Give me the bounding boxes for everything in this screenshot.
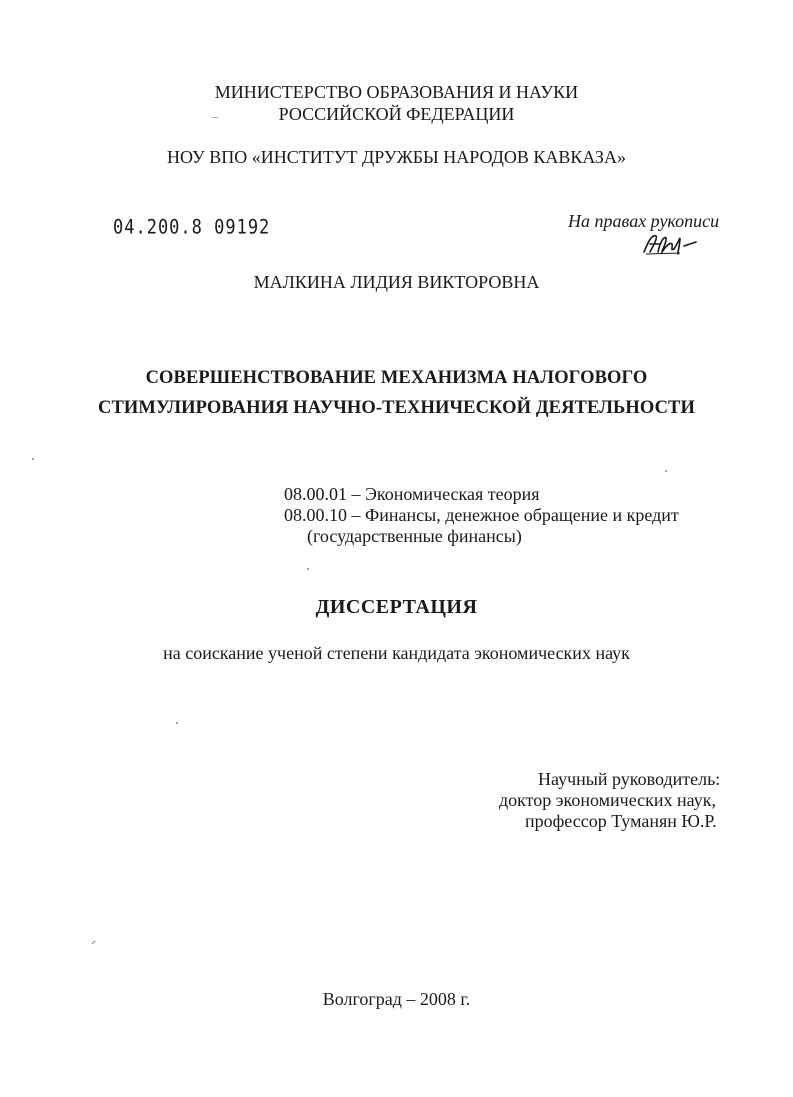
scan-speck — [176, 722, 178, 724]
specialty-2: 08.00.10 – Финансы, денежное обращение и кредит — [284, 505, 679, 525]
scan-speck — [91, 941, 95, 945]
institute-name: НОУ ВПО «ИНСТИТУТ ДРУЖБЫ НАРОДОВ КАВКАЗА» — [167, 147, 626, 167]
signature-icon — [640, 228, 702, 258]
archive-stamp-number: 04.200.8 09192 — [113, 216, 271, 239]
specialty-1: 08.00.01 – Экономическая теория — [284, 484, 540, 504]
city-year: Волгоград – 2008 г. — [322, 989, 471, 1009]
thesis-title-line-1: СОВЕРШЕНСТВОВАНИЕ МЕХАНИЗМА НАЛОГОВОГО — [145, 368, 648, 388]
scan-speck — [212, 117, 218, 118]
supervisor-name: профессор Туманян Ю.Р. — [525, 811, 717, 831]
supervisor-degree: доктор экономических наук, — [499, 790, 716, 810]
scan-speck — [665, 470, 667, 472]
author-name: МАЛКИНА ЛИДИЯ ВИКТОРОВНА — [253, 272, 540, 292]
specialty-2-subtitle: (государственные финансы) — [307, 526, 522, 546]
manuscript-rights-label: На правах рукописи — [568, 211, 720, 231]
scan-speck — [32, 458, 34, 460]
supervisor-label: Научный руководитель: — [538, 769, 721, 789]
ministry-line-1: МИНИСТЕРСТВО ОБРАЗОВАНИЯ И НАУКИ — [214, 82, 579, 102]
ministry-line-2: РОССИЙСКОЙ ФЕДЕРАЦИИ — [278, 104, 515, 124]
thesis-title-line-2: СТИМУЛИРОВАНИЯ НАУЧНО-ТЕХНИЧЕСКОЙ ДЕЯТЕЛЬНОСТИ — [98, 398, 695, 418]
scan-speck — [307, 568, 309, 570]
document-type: ДИССЕРТАЦИЯ — [315, 596, 478, 618]
degree-purpose: на соискание ученой степени кандидата экономических наук — [163, 643, 630, 663]
